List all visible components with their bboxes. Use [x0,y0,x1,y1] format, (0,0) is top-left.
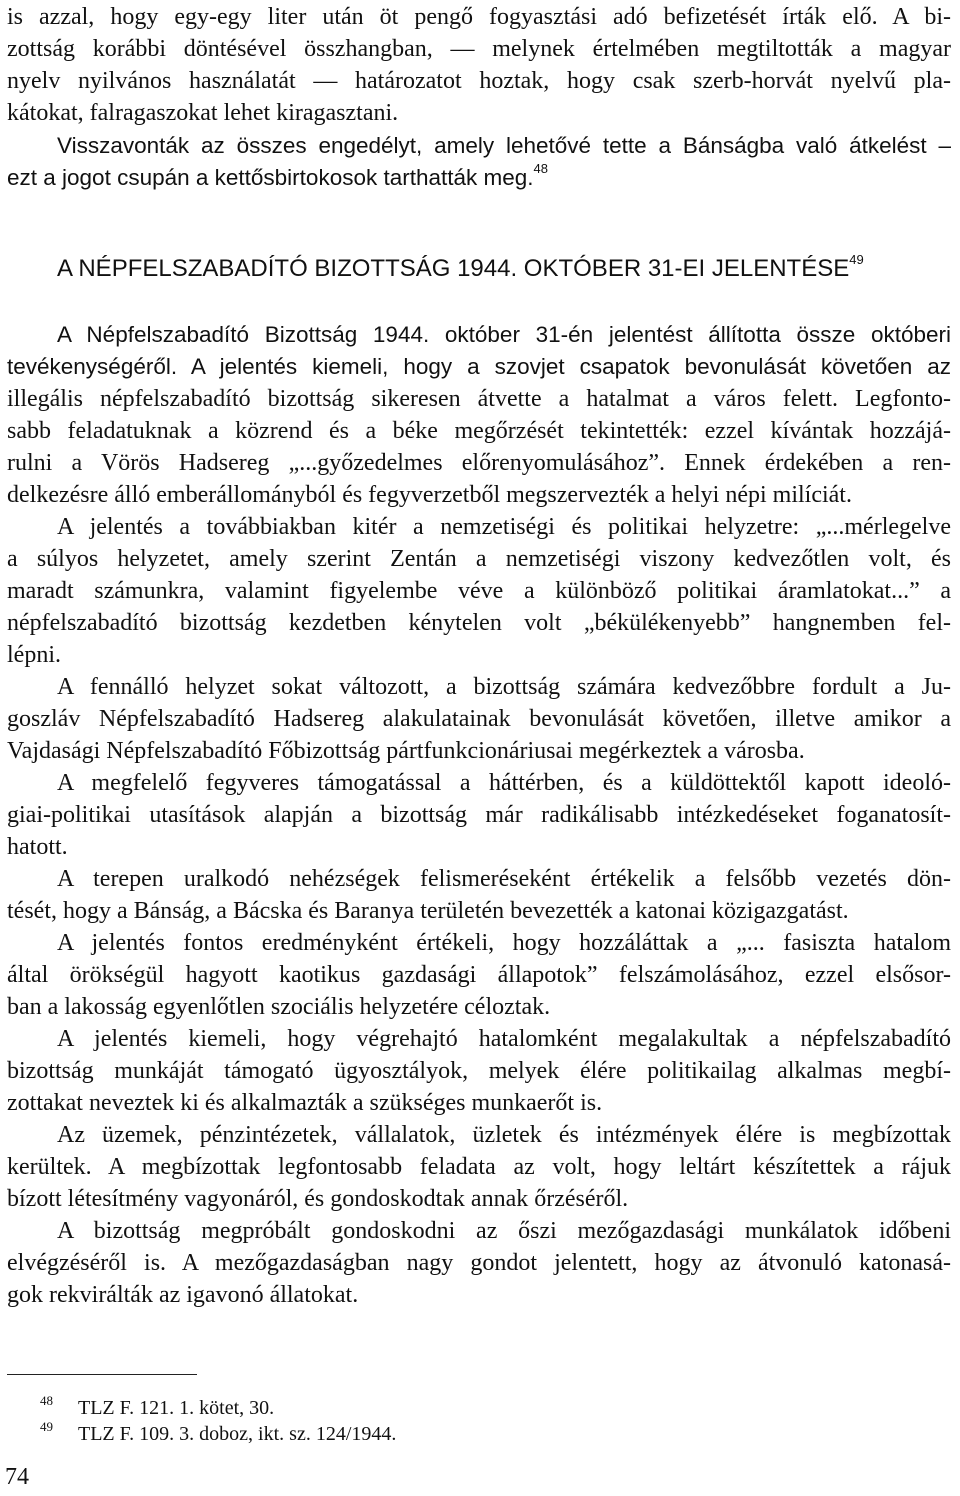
footnote-divider [7,1374,197,1375]
body-line: Vajdasági Népfelszabadító Főbizottság pártfunkcionáriusai megérkeztek a városba. [7,738,805,764]
footnote-number: 49 [40,1419,53,1434]
body-line: A fennálló helyzet sokat változott, a bizottság számára kedvezőbbre fordult a Ju- [57,674,951,700]
body-line: Visszavonták az összes engedélyt, amely lehetővé tette a Bánságba való átkelést – [57,133,951,158]
body-line: bízott létesítmény vagyonáról, és gondoskodtak annak őrzéséről. [7,1186,629,1212]
body-line-text: ezt a jogot csupán a kettősbirtokosok tarthatták meg. [7,165,534,190]
body-line: delkezésre álló emberállományból és fegyverzetből megszervezték a helyi népi milíciát. [7,482,852,508]
footnote-ref: 48 [533,161,549,176]
body-line: zottság korábbi döntésével összhangban, — melynek értelmében megtiltották a magyar [7,36,951,62]
body-line: giai-politikai utasítások alapján a bizottság már radikálisabb intézkedéseket foganatosít- [7,802,951,828]
footnote-number: 48 [40,1393,53,1408]
page-number: 74 [5,1464,29,1490]
body-line: hatott. [7,834,68,860]
body-line: elvégzéséről is. A mezőgazdaságban nagy gondot jelentett, hogy az átvonuló katonasá- [7,1250,951,1276]
footnote [40,1414,396,1447]
body-line: gok rekvirálták az igavonó állatokat. [7,1282,359,1308]
body-line: által örökségül hagyott kaotikus gazdasági állapotok” felszámolásához, ezzel elsősor- [7,962,951,988]
footnote-ref: 49 [849,252,864,267]
footnote-text: TLZ F. 121. 1. kötet, 30. [78,1397,275,1419]
body-line: a súlyos helyzetet, amely szerint Zentán a nemzetiségi viszony kedvezőtlen volt, és [7,546,951,572]
body-line: illegális népfelszabadító bizottság sikeresen átvette a hatalmat a város felett. Legfonto- [7,386,951,412]
body-line-with-ref [7,163,951,193]
body-line: A jelentés fontos eredményként értékeli, hogy hozzáláttak a „... fasiszta hatalom [57,930,951,956]
body-line: bizottság munkáját támogató ügyosztályok, melyek élére politikailag alkalmas megbí- [7,1058,951,1084]
body-line: A Népfelszabadító Bizottság 1944. október 31-én jelentést állította össze októberi [57,322,951,347]
body-line: tevékenységéről. A jelentés kiemeli, hogy a szovjet csapatok bevonulását követően az [7,354,951,379]
body-line: is azzal, hogy egy-egy liter után öt pengő fogyasztási adó befizetését írták elő. A bi- [7,4,951,30]
body-line: Az üzemek, pénzintézetek, vállalatok, üzletek és intézmények élére is megbízottak [57,1122,951,1148]
body-line: A jelentés kiemeli, hogy végrehajtó hatalomként megalakultak a népfelszabadító [57,1026,951,1052]
body-line: sabb feladatuknak a közrend és a béke megőrzését tekintették: ezzel kívántak hozzájá- [7,418,951,444]
body-line: népfelszabadító bizottság kezdetben kénytelen volt „békülékenyebb” hangnemben fel- [7,610,951,636]
body-line: kátokat, falragaszokat lehet kiragasztani. [7,100,399,126]
body-line: tését, hogy a Bánság, a Bácska és Baranya területén bevezették a katonai közigazgatást. [7,898,849,924]
body-line: goszláv Népfelszabadító Hadsereg alakulatainak bevonulását követően, illetve amikor a [7,706,951,732]
body-line: A terepen uralkodó nehézségek felismeréseként értékelik a felsőbb vezetés dön- [57,866,951,892]
body-line: zottakat neveztek ki és alkalmazták a szükséges munkaerőt is. [7,1090,603,1116]
body-line: A jelentés a továbbiakban kitér a nemzetiségi és politikai helyzetre: „...mérlegelve [57,514,951,540]
body-line: A bizottság megpróbált gondoskodni az őszi mezőgazdasági munkálatok időbeni [57,1218,951,1244]
body-line: maradt számunkra, valamint figyelembe véve a különböző politikai áramlatokat...” a [7,578,951,604]
section-heading [57,253,864,285]
body-line: rulni a Vörös Hadsereg „...győzedelmes előrenyomulásához”. Ennek érdekében a ren- [7,450,951,476]
section-heading-text: A NÉPFELSZABADÍTÓ BIZOTTSÁG 1944. OKTÓBER 31-EI JELENTÉSE [57,255,850,282]
footnote-text: TLZ F. 109. 3. doboz, ikt. sz. 124/1944. [78,1423,397,1445]
body-line: ban a lakosság egyenlőtlen szociális helyzetére céloztak. [7,994,551,1020]
body-line: lépni. [7,642,61,668]
body-line: nyelv nyilvános használatát — határozatot hoztak, hogy csak szerb-horvát nyelvű pla- [7,68,951,94]
body-line: A megfelelő fegyveres támogatással a háttérben, és a küldöttektől kapott ideoló- [57,770,951,796]
body-line: kerültek. A megbízottak legfontosabb feladata az volt, hogy leltárt készítettek a rájuk [7,1154,951,1180]
